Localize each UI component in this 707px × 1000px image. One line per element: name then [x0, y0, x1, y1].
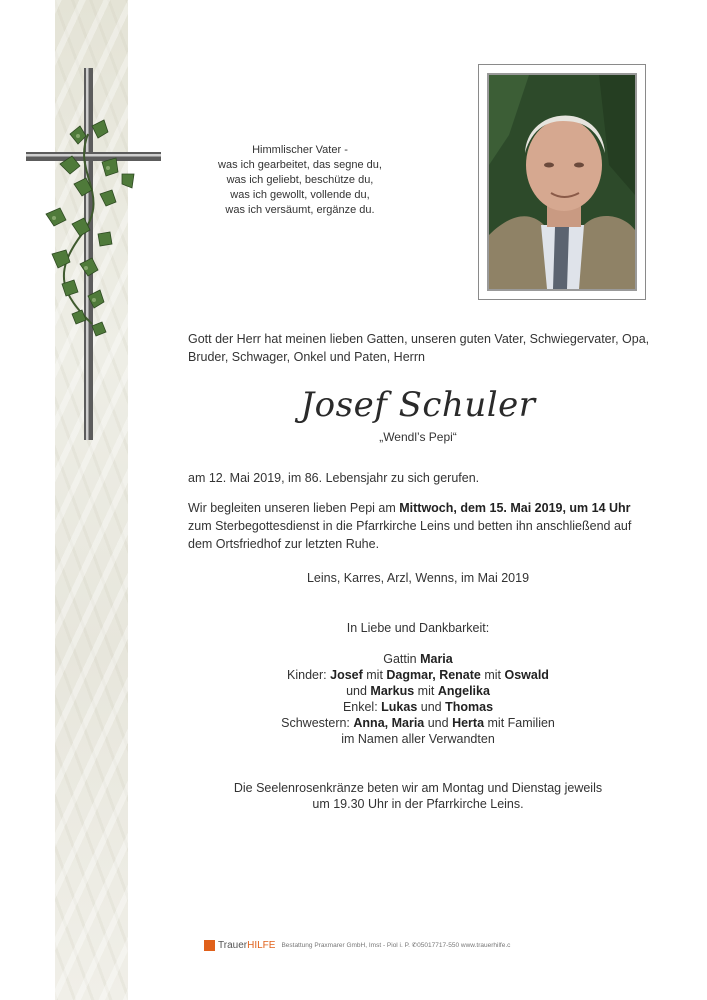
connector: mit	[414, 684, 438, 698]
connector: und	[346, 684, 371, 698]
mourner-name: Anna, Maria	[353, 716, 425, 730]
funeral-text: zum Sterbegottesdienst in die Pfarrkirche Leins und betten ihn anschließend auf	[188, 519, 632, 533]
funeral-text: dem Ortsfriedhof zur letzten Ruhe.	[188, 537, 380, 551]
mourner-name: Angelika	[437, 684, 490, 698]
poem-line: was ich geliebt, beschütze du,	[226, 174, 374, 186]
footer-contact: Bestattung Praxmarer GmbH, Imst - Piol i. P. ✆05017717-550 www.trauerhilfe.c	[281, 942, 511, 949]
place-date: Leins, Karres, Arzl, Wenns, im Mai 2019	[306, 571, 530, 585]
mourner-name: Markus	[370, 684, 415, 698]
portrait-frame	[478, 64, 646, 300]
label: Schwestern:	[281, 716, 354, 730]
footer	[204, 938, 524, 952]
connector: mit Familien	[484, 716, 555, 730]
rosary-line: Die Seelenrosenkränze beten wir am Montag und Dienstag jeweils	[233, 781, 603, 795]
logo-text-accent: HILFE	[247, 939, 276, 951]
mourner-line	[188, 651, 648, 667]
mourner-name: Maria	[420, 652, 453, 666]
funeral-info	[188, 499, 658, 553]
deceased-nickname: „Wendl’s Pepi“	[379, 430, 457, 444]
mourner-name: Herta	[452, 716, 485, 730]
death-notice: am 12. Mai 2019, im 86. Lebensjahr zu sich gerufen.	[188, 471, 480, 485]
poem-line: was ich gewollt, vollende du,	[230, 189, 370, 201]
cross-with-ivy-icon	[22, 64, 167, 444]
mourner-name: Josef	[330, 668, 363, 682]
connector: und	[424, 716, 453, 730]
funeral-text: Wir begleiten unseren lieben Pepi am	[188, 501, 400, 515]
label: Enkel:	[342, 700, 382, 714]
mourner-name: Dagmar, Renate	[386, 668, 481, 682]
mourner-line	[188, 699, 648, 715]
rosary-info	[188, 780, 648, 812]
connector: mit	[362, 668, 387, 682]
deceased-name: Josef Schuler	[300, 385, 536, 425]
mourner-line: im Namen aller Verwandten	[341, 732, 495, 746]
poem	[180, 143, 420, 218]
mourners-heading: In Liebe und Dankbarkeit:	[346, 621, 490, 635]
label: Kinder:	[287, 668, 331, 682]
connector: und	[417, 700, 446, 714]
mourner-line	[188, 715, 648, 731]
label: Gattin	[383, 652, 421, 666]
poem-line: was ich gearbeitet, das segne du,	[218, 159, 382, 171]
intro-text: Gott der Herr hat meinen lieben Gatten, unseren guten Vater, Schwiegervater, Opa, Bruder, Schwager, Onkel und Paten, Herrn	[188, 332, 650, 364]
trauerhilfe-logo-icon	[204, 940, 215, 951]
poem-line: Himmlischer Vater -	[252, 144, 348, 156]
mourner-name: Oswald	[504, 668, 549, 682]
funeral-date: Mittwoch, dem 15. Mai 2019, um 14 Uhr	[399, 501, 631, 515]
connector: mit	[480, 668, 505, 682]
portrait-photo	[487, 73, 637, 291]
mourner-line	[188, 683, 648, 699]
mourner-line	[188, 667, 648, 683]
poem-line: was ich versäumt, ergänze du.	[225, 204, 375, 216]
mourners-list	[188, 651, 648, 747]
mourner-name: Thomas	[445, 700, 494, 714]
logo-text: Trauer	[218, 939, 248, 951]
rosary-line: um 19.30 Uhr in der Pfarrkirche Leins.	[312, 797, 524, 811]
mourner-name: Lukas	[381, 700, 418, 714]
